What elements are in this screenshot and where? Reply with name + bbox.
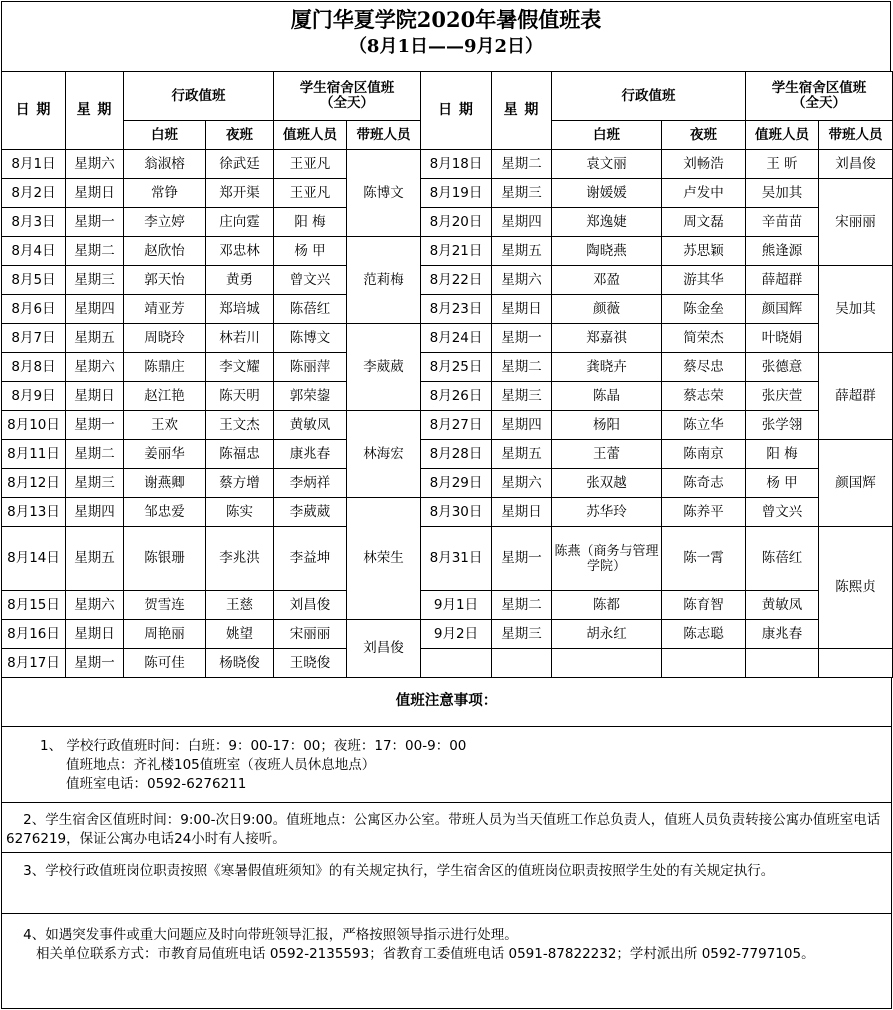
left-day-shift-cell: 谢燕卿	[124, 469, 206, 498]
header-duty-person-left: 值班人员	[274, 121, 347, 150]
table-row	[2, 440, 893, 469]
right-date-cell: 8月26日	[421, 382, 492, 411]
header-lead-person-right: 带班人员	[819, 121, 893, 150]
left-duty-person-cell: 陈丽萍	[274, 353, 347, 382]
right-weekday-cell: 星期五	[492, 237, 552, 266]
left-duty-person-cell: 王亚凡	[274, 150, 347, 179]
note-2: 2、学生宿舍区值班时间：9:00-次日9:00。值班地点：公寓区办公室。带班人员为当天值班工作总负责人，值班人员负责转接公寓办值班室电话6276219，保证公寓办电话24小时有人接听。	[2, 803, 891, 853]
left-weekday-cell: 星期四	[66, 295, 124, 324]
left-date-cell: 8月7日	[2, 324, 66, 353]
right-day-shift-cell: 陶晓燕	[552, 237, 662, 266]
right-lead-person-cell: 薛超群	[819, 353, 893, 440]
left-day-shift-cell: 周艳丽	[124, 620, 206, 649]
right-duty-person-cell: 陈蓓红	[746, 527, 819, 591]
right-night-shift-cell: 蔡尽忠	[662, 353, 746, 382]
table-row	[2, 411, 893, 440]
left-day-shift-cell: 陈可佳	[124, 649, 206, 678]
right-date-cell: 8月31日	[421, 527, 492, 591]
left-lead-person-cell: 范莉梅	[347, 237, 421, 324]
left-day-shift-cell: 赵江艳	[124, 382, 206, 411]
left-day-shift-cell: 翁淑榕	[124, 150, 206, 179]
right-day-shift-cell: 陈都	[552, 591, 662, 620]
left-date-cell: 8月12日	[2, 469, 66, 498]
header-night-shift-left: 夜班	[206, 121, 274, 150]
left-weekday-cell: 星期六	[66, 591, 124, 620]
right-empty-cell	[492, 649, 552, 678]
right-night-shift-cell: 陈一霄	[662, 527, 746, 591]
left-date-cell: 8月11日	[2, 440, 66, 469]
right-weekday-cell: 星期三	[492, 620, 552, 649]
left-lead-person-cell: 刘昌俊	[347, 620, 421, 678]
right-duty-person-cell: 熊逢源	[746, 237, 819, 266]
right-date-cell: 8月19日	[421, 179, 492, 208]
header-date-left: 日 期	[2, 72, 66, 150]
left-night-shift-cell: 陈福忠	[206, 440, 274, 469]
right-date-cell: 8月27日	[421, 411, 492, 440]
right-weekday-cell: 星期二	[492, 150, 552, 179]
table-row	[2, 620, 893, 649]
left-duty-person-cell: 阳 梅	[274, 208, 347, 237]
left-night-shift-cell: 陈天明	[206, 382, 274, 411]
left-date-cell: 8月14日	[2, 527, 66, 591]
right-day-shift-cell: 袁文丽	[552, 150, 662, 179]
right-duty-person-cell: 黄敏凤	[746, 591, 819, 620]
right-duty-person-cell: 曾文兴	[746, 498, 819, 527]
roster-table	[1, 71, 893, 678]
left-date-cell: 8月6日	[2, 295, 66, 324]
table-row	[2, 353, 893, 382]
table-row	[2, 179, 893, 208]
table-row	[2, 208, 893, 237]
header-dorm-left: 学生宿舍区值班 （全天）	[274, 72, 421, 121]
right-night-shift-cell: 陈育智	[662, 591, 746, 620]
left-lead-person-cell: 陈博文	[347, 150, 421, 237]
left-night-shift-cell: 黄勇	[206, 266, 274, 295]
left-day-shift-cell: 靖亚芳	[124, 295, 206, 324]
right-night-shift-cell: 陈奇志	[662, 469, 746, 498]
right-duty-person-cell: 张德意	[746, 353, 819, 382]
right-night-shift-cell: 游其华	[662, 266, 746, 295]
right-date-cell: 8月29日	[421, 469, 492, 498]
left-date-cell: 8月13日	[2, 498, 66, 527]
left-weekday-cell: 星期三	[66, 266, 124, 295]
left-date-cell: 8月5日	[2, 266, 66, 295]
right-date-cell: 8月25日	[421, 353, 492, 382]
right-day-shift-cell: 杨阳	[552, 411, 662, 440]
left-date-cell: 8月2日	[2, 179, 66, 208]
header-weekday-left: 星 期	[66, 72, 124, 150]
left-weekday-cell: 星期二	[66, 440, 124, 469]
table-row	[2, 591, 893, 620]
header-day-shift-right: 白班	[552, 121, 662, 150]
left-day-shift-cell: 姜丽华	[124, 440, 206, 469]
note-3: 3、学校行政值班岗位职责按照《寒暑假值班须知》的有关规定执行，学生宿舍区的值班岗位职责按照学生处的有关规定执行。	[2, 853, 891, 914]
left-duty-person-cell: 李益坤	[274, 527, 347, 591]
right-weekday-cell: 星期六	[492, 469, 552, 498]
right-duty-person-cell: 杨 甲	[746, 469, 819, 498]
header-day-shift-left: 白班	[124, 121, 206, 150]
left-day-shift-cell: 郭天怡	[124, 266, 206, 295]
header-night-shift-right: 夜班	[662, 121, 746, 150]
left-night-shift-cell: 郑开渠	[206, 179, 274, 208]
right-day-shift-cell: 张双越	[552, 469, 662, 498]
left-day-shift-cell: 常铮	[124, 179, 206, 208]
notes-heading: 值班注意事项：	[2, 678, 891, 727]
right-night-shift-cell: 陈金垒	[662, 295, 746, 324]
left-weekday-cell: 星期五	[66, 324, 124, 353]
notes-section	[1, 678, 892, 1009]
right-day-shift-cell: 胡永红	[552, 620, 662, 649]
left-day-shift-cell: 周晓玲	[124, 324, 206, 353]
right-night-shift-cell: 简荣杰	[662, 324, 746, 353]
right-lead-person-cell: 吴加其	[819, 266, 893, 353]
right-lead-person-cell: 陈熙贞	[819, 527, 893, 649]
right-date-cell: 8月28日	[421, 440, 492, 469]
page-title: 厦门华夏学院2020年暑假值班表	[290, 7, 602, 32]
right-weekday-cell: 星期三	[492, 382, 552, 411]
left-night-shift-cell: 陈实	[206, 498, 274, 527]
left-date-cell: 8月10日	[2, 411, 66, 440]
left-night-shift-cell: 蔡方增	[206, 469, 274, 498]
right-duty-person-cell: 薛超群	[746, 266, 819, 295]
right-weekday-cell: 星期二	[492, 353, 552, 382]
left-weekday-cell: 星期一	[66, 649, 124, 678]
left-weekday-cell: 星期一	[66, 411, 124, 440]
header-admin-right: 行政值班	[552, 72, 746, 121]
right-night-shift-cell: 陈立华	[662, 411, 746, 440]
left-lead-person-cell: 林荣生	[347, 498, 421, 620]
right-lead-person-cell: 宋丽丽	[819, 179, 893, 266]
right-night-shift-cell: 蔡志荣	[662, 382, 746, 411]
left-night-shift-cell: 李文耀	[206, 353, 274, 382]
left-day-shift-cell: 王欢	[124, 411, 206, 440]
left-weekday-cell: 星期三	[66, 469, 124, 498]
left-weekday-cell: 星期一	[66, 208, 124, 237]
right-day-shift-cell: 陈燕（商务与管理学院）	[552, 527, 662, 591]
left-duty-person-cell: 陈博文	[274, 324, 347, 353]
table-row	[2, 324, 893, 353]
left-night-shift-cell: 李兆洪	[206, 527, 274, 591]
header-lead-person-left: 带班人员	[347, 121, 421, 150]
right-duty-person-cell: 张庆萱	[746, 382, 819, 411]
right-night-shift-cell: 陈南京	[662, 440, 746, 469]
right-weekday-cell: 星期四	[492, 411, 552, 440]
page-subtitle: （8月1日——9月2日）	[348, 36, 544, 57]
right-day-shift-cell: 苏华玲	[552, 498, 662, 527]
right-date-cell: 9月2日	[421, 620, 492, 649]
right-day-shift-cell: 邓盈	[552, 266, 662, 295]
left-weekday-cell: 星期六	[66, 150, 124, 179]
right-lead-person-cell: 刘昌俊	[819, 150, 893, 179]
right-day-shift-cell: 谢媛媛	[552, 179, 662, 208]
left-duty-person-cell: 刘昌俊	[274, 591, 347, 620]
left-weekday-cell: 星期四	[66, 498, 124, 527]
left-night-shift-cell: 林若川	[206, 324, 274, 353]
left-duty-person-cell: 曾文兴	[274, 266, 347, 295]
right-date-cell: 9月1日	[421, 591, 492, 620]
right-date-cell: 8月20日	[421, 208, 492, 237]
right-night-shift-cell: 陈养平	[662, 498, 746, 527]
right-date-cell: 8月23日	[421, 295, 492, 324]
left-day-shift-cell: 赵欣怡	[124, 237, 206, 266]
table-row	[2, 649, 893, 678]
right-empty-cell	[421, 649, 492, 678]
note-1-line-1: 1、 学校行政值班时间：白班：9：00-17：00；夜班：17：00-9：00	[40, 738, 467, 754]
left-night-shift-cell: 邓忠林	[206, 237, 274, 266]
left-weekday-cell: 星期五	[66, 527, 124, 591]
left-weekday-cell: 星期日	[66, 179, 124, 208]
left-day-shift-cell: 陈鼎庄	[124, 353, 206, 382]
left-day-shift-cell: 贺雪连	[124, 591, 206, 620]
left-lead-person-cell: 林海宏	[347, 411, 421, 498]
left-duty-person-cell: 王晓俊	[274, 649, 347, 678]
left-date-cell: 8月17日	[2, 649, 66, 678]
right-duty-person-cell: 阳 梅	[746, 440, 819, 469]
note-1-line-2: 值班地点：齐礼楼105值班室（夜班人员休息地点）	[66, 757, 376, 773]
left-duty-person-cell: 郭荣鋆	[274, 382, 347, 411]
right-weekday-cell: 星期三	[492, 179, 552, 208]
right-duty-person-cell: 康兆春	[746, 620, 819, 649]
table-row	[2, 266, 893, 295]
right-duty-person-cell: 王 昕	[746, 150, 819, 179]
title-block	[1, 1, 891, 71]
right-weekday-cell: 星期一	[492, 527, 552, 591]
right-night-shift-cell: 苏思颖	[662, 237, 746, 266]
left-date-cell: 8月9日	[2, 382, 66, 411]
note-4-line-2: 相关单位联系方式：市教育局值班电话 0592-2135593；省教育工委值班电话 0591-87822232；学村派出所 0592-7797105。	[6, 946, 815, 962]
left-night-shift-cell: 王文杰	[206, 411, 274, 440]
left-night-shift-cell: 杨晓俊	[206, 649, 274, 678]
right-day-shift-cell: 郑逸婕	[552, 208, 662, 237]
right-day-shift-cell: 龚晓卉	[552, 353, 662, 382]
left-weekday-cell: 星期日	[66, 382, 124, 411]
left-night-shift-cell: 郑培城	[206, 295, 274, 324]
left-date-cell: 8月8日	[2, 353, 66, 382]
right-duty-person-cell: 吴加其	[746, 179, 819, 208]
right-day-shift-cell: 郑嘉祺	[552, 324, 662, 353]
left-weekday-cell: 星期二	[66, 237, 124, 266]
left-duty-person-cell: 康兆春	[274, 440, 347, 469]
header-dorm-right: 学生宿舍区值班 （全天）	[746, 72, 893, 121]
left-night-shift-cell: 庄向霆	[206, 208, 274, 237]
right-duty-person-cell: 叶晓娟	[746, 324, 819, 353]
left-date-cell: 8月1日	[2, 150, 66, 179]
right-day-shift-cell: 颜薇	[552, 295, 662, 324]
note-4-line-1: 4、如遇突发事件或重大问题应及时向带班领导汇报，严格按照领导指示进行处理。	[6, 927, 518, 943]
header-date-right: 日 期	[421, 72, 492, 150]
left-weekday-cell: 星期日	[66, 620, 124, 649]
right-weekday-cell: 星期六	[492, 266, 552, 295]
right-empty-cell	[662, 649, 746, 678]
table-row	[2, 150, 893, 179]
right-date-cell: 8月21日	[421, 237, 492, 266]
left-date-cell: 8月15日	[2, 591, 66, 620]
left-duty-person-cell: 陈蓓红	[274, 295, 347, 324]
note-1-line-3: 值班室电话：0592-6276211	[66, 776, 247, 792]
right-date-cell: 8月22日	[421, 266, 492, 295]
right-duty-person-cell: 辛苗苗	[746, 208, 819, 237]
right-weekday-cell: 星期五	[492, 440, 552, 469]
right-day-shift-cell: 陈晶	[552, 382, 662, 411]
right-duty-person-cell: 颜国辉	[746, 295, 819, 324]
table-row	[2, 295, 893, 324]
left-duty-person-cell: 黄敏凤	[274, 411, 347, 440]
left-weekday-cell: 星期六	[66, 353, 124, 382]
header-duty-person-right: 值班人员	[746, 121, 819, 150]
left-night-shift-cell: 徐武廷	[206, 150, 274, 179]
right-day-shift-cell: 王蕾	[552, 440, 662, 469]
left-duty-person-cell: 李葳葳	[274, 498, 347, 527]
left-night-shift-cell: 姚望	[206, 620, 274, 649]
left-day-shift-cell: 陈银珊	[124, 527, 206, 591]
left-day-shift-cell: 邹忠爱	[124, 498, 206, 527]
right-weekday-cell: 星期日	[492, 498, 552, 527]
left-duty-person-cell: 宋丽丽	[274, 620, 347, 649]
table-row	[2, 498, 893, 527]
header-row-1	[2, 72, 893, 121]
right-lead-person-cell: 颜国辉	[819, 440, 893, 527]
right-night-shift-cell: 周文磊	[662, 208, 746, 237]
right-weekday-cell: 星期一	[492, 324, 552, 353]
right-weekday-cell: 星期四	[492, 208, 552, 237]
left-date-cell: 8月4日	[2, 237, 66, 266]
header-admin-left: 行政值班	[124, 72, 274, 121]
note-4	[2, 914, 891, 1009]
left-lead-person-cell: 李葳葳	[347, 324, 421, 411]
right-empty-cell	[552, 649, 662, 678]
left-date-cell: 8月16日	[2, 620, 66, 649]
left-duty-person-cell: 王亚凡	[274, 179, 347, 208]
right-date-cell: 8月30日	[421, 498, 492, 527]
right-weekday-cell: 星期日	[492, 295, 552, 324]
right-date-cell: 8月24日	[421, 324, 492, 353]
table-row	[2, 469, 893, 498]
right-empty-cell	[746, 649, 819, 678]
note-1	[2, 727, 891, 803]
left-duty-person-cell: 李炳祥	[274, 469, 347, 498]
left-day-shift-cell: 李立婷	[124, 208, 206, 237]
table-row	[2, 237, 893, 266]
right-weekday-cell: 星期二	[492, 591, 552, 620]
header-weekday-right: 星 期	[492, 72, 552, 150]
right-night-shift-cell: 陈志聪	[662, 620, 746, 649]
right-night-shift-cell: 卢发中	[662, 179, 746, 208]
right-duty-person-cell: 张学翎	[746, 411, 819, 440]
right-night-shift-cell: 刘畅浩	[662, 150, 746, 179]
left-duty-person-cell: 杨 甲	[274, 237, 347, 266]
table-row	[2, 527, 893, 591]
table-row	[2, 382, 893, 411]
left-night-shift-cell: 王慈	[206, 591, 274, 620]
right-empty-cell	[819, 649, 893, 678]
left-date-cell: 8月3日	[2, 208, 66, 237]
right-date-cell: 8月18日	[421, 150, 492, 179]
